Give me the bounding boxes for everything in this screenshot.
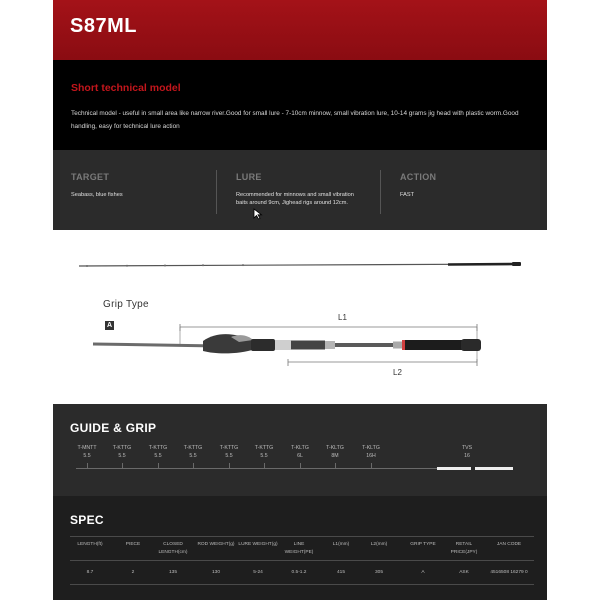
grip-closeup-image	[53, 230, 547, 404]
guide-tick	[264, 463, 265, 468]
spec-value: 130	[211, 570, 220, 575]
spec-section	[53, 496, 547, 600]
spec-value: A	[421, 570, 425, 575]
divider	[216, 170, 217, 214]
model-title: S87ML	[70, 15, 137, 37]
guide-item: TVS 16	[461, 445, 473, 459]
grip-bar	[475, 467, 513, 470]
guide-item: T-KTTG 5.5	[183, 445, 203, 459]
target-value: Seabass, blue fishes	[71, 192, 123, 198]
spec-value: 4516508 16279 0	[490, 570, 528, 575]
l1-label: L1	[338, 313, 347, 322]
target-label: TARGET	[71, 172, 110, 182]
spec-header: LENGTH(ft)	[77, 542, 103, 547]
guide-tick	[229, 463, 230, 468]
spec-header: L2(mm)	[370, 542, 388, 547]
product-page	[53, 0, 547, 600]
action-value: FAST	[400, 192, 414, 198]
spec-header: LURE WEIGHT(g)	[238, 542, 278, 547]
guide-tick	[371, 463, 372, 468]
guide-item: T-KTTG 5.5	[254, 445, 274, 459]
model-subtitle: Short technical model	[71, 82, 181, 94]
grip-type-badge: A	[106, 322, 113, 329]
spec-value: ASK	[459, 570, 469, 575]
guide-item: T-KLTG 6L	[291, 445, 309, 459]
divider	[380, 170, 381, 214]
lure-value: Recommended for minnows and small vibration baits around 9cm, Jighead rigs around 12cm.	[236, 192, 354, 207]
lure-label: LURE	[236, 172, 262, 182]
guide-item: T-KTTG 5.5	[219, 445, 239, 459]
spec-header: GRIP TYPE	[410, 542, 436, 547]
spec-title: SPEC	[70, 513, 104, 527]
guide-tick	[158, 463, 159, 468]
spec-value: 2	[131, 570, 135, 575]
spec-divider	[70, 536, 534, 537]
model-description: Technical model - useful in small area like narrow river.Good for small lure - 7-10cm minnow, small vibration lure, 10-14 grams jig head with plastic worm.Good handling, easy for technical lure action	[71, 110, 519, 130]
spec-header: ROD WEIGHT(g)	[197, 542, 235, 547]
spec-header: RETAIL PRICE(JPY)	[450, 542, 478, 555]
spec-header: LINE WEIGHT(PE)	[284, 542, 314, 555]
mouse-cursor-icon	[253, 208, 263, 220]
spec-header: CLOSED LENGTH(cm)	[158, 542, 188, 555]
overview-section	[53, 150, 547, 230]
reel-seat-bar	[437, 467, 471, 470]
spec-value: 8.7	[86, 570, 94, 575]
action-label: ACTION	[400, 172, 437, 182]
guide-tick	[300, 463, 301, 468]
spec-header: L1(mm)	[332, 542, 350, 547]
guide-item: T-MNTT 5.5	[77, 445, 97, 459]
guide-tick	[335, 463, 336, 468]
spec-value: 415	[336, 570, 345, 575]
guide-grip-section	[53, 404, 547, 496]
spec-value: 305	[374, 570, 383, 575]
guide-item: T-KTTG 5.5	[148, 445, 168, 459]
guide-line	[76, 468, 460, 469]
l2-label: L2	[393, 368, 402, 377]
guide-item: T-KLTG 8M	[326, 445, 344, 459]
spec-value: 135	[168, 570, 177, 575]
guide-grip-title: GUIDE & GRIP	[70, 421, 157, 435]
model-banner	[53, 0, 547, 60]
intro-section	[53, 60, 547, 150]
spec-divider	[70, 584, 534, 585]
guide-tick	[193, 463, 194, 468]
grip-type-title: Grip Type	[103, 299, 149, 310]
spec-divider	[70, 560, 534, 561]
spec-value: 0.5-1.2	[291, 570, 307, 575]
guide-tick	[87, 463, 88, 468]
spec-value: 5-24	[253, 570, 263, 575]
guide-item: T-KTTG 5.5	[112, 445, 132, 459]
spec-header: JAN CODE	[496, 542, 522, 547]
guide-tick	[122, 463, 123, 468]
guide-item: T-KLTG 16H	[362, 445, 380, 459]
spec-header: PIECE	[125, 542, 141, 547]
rod-photo	[53, 230, 547, 404]
